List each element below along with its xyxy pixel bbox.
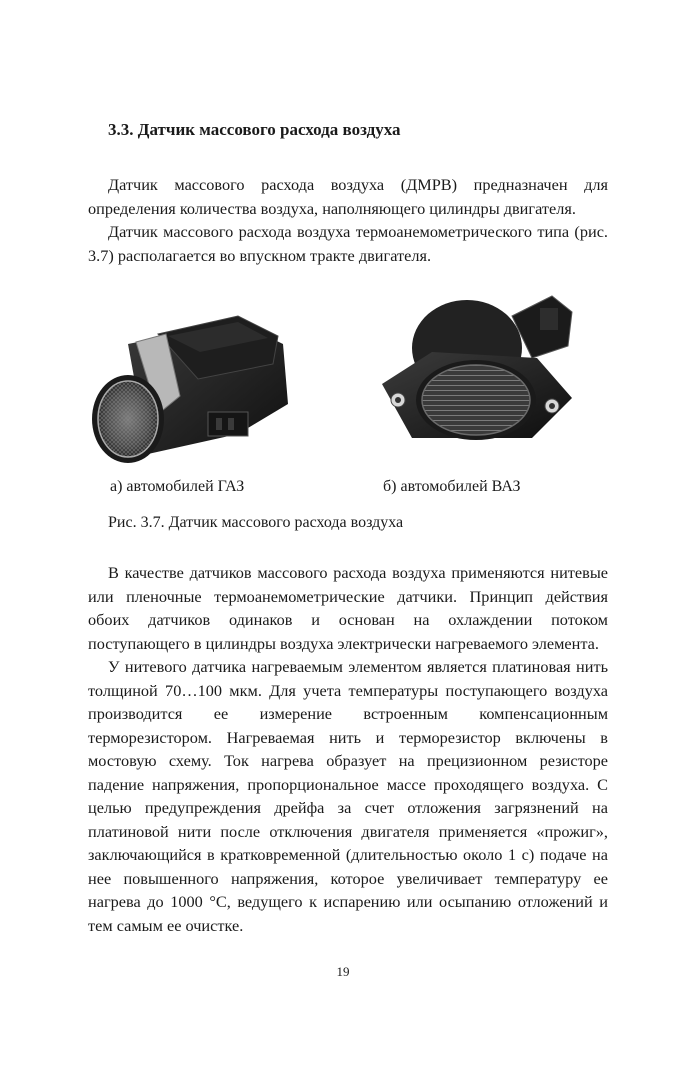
maf-sensor-gaz-image (88, 304, 298, 474)
body-paragraph-2: У нитевого датчика нагреваемым элементом является платиновая нить толщиной 70…100 мкм. Для учета температуры поступающего воздуха производится ее измерение встроенным компенсационным терморезистором. Нагреваемая нить и терморезистор включены в мостовую схему. Ток нагрева образует на прецизионном резисторе падение напряжения, пропорциональное массе проходящего воздуха. С целью предупреждения дрейфа за счет отложения загрязнений на платиновой нити после отключения двигателя применяется «прожиг», заключающийся в кратковременной (длительностью около 1 с) подаче на нее повышенного напряжения, которое увеличивает температуру ее нагрева до 1000 °С, ведущего к испарению или осыпанию отложений и тем самым ее очистке. (88, 657, 608, 935)
body-paragraph-1: В качестве датчиков массового расхода воздуха применяются нитевые или пленочные термоанемометрические датчики. Принцип действия обоих датчиков одинаков и основан на охлаждении потоком поступающего в цилиндры воздуха электрически нагреваемого элемента. (88, 563, 608, 653)
figure-label-a: а) автомобилей ГАЗ (110, 478, 245, 495)
body-text (88, 561, 608, 937)
maf-sensor-vaz-image (372, 288, 582, 456)
intro-paragraph-2: Датчик массового расхода воздуха термоанемометрического типа (рис. 3.7) располагается во впускном тракте двигателя. (88, 222, 608, 265)
page-number: 19 (336, 964, 350, 979)
figure-label-b: б) автомобилей ВАЗ (383, 478, 521, 495)
section-heading: 3.3. Датчик массового расхода воздуха (108, 120, 401, 139)
intro-paragraph-1: Датчик массового расхода воздуха (ДМРВ) предназначен для определения количества воздуха, наполняющего цилиндры двигателя. (88, 175, 608, 218)
intro-text (88, 173, 608, 267)
figure-caption: Рис. 3.7. Датчик массового расхода воздуха (108, 514, 404, 531)
